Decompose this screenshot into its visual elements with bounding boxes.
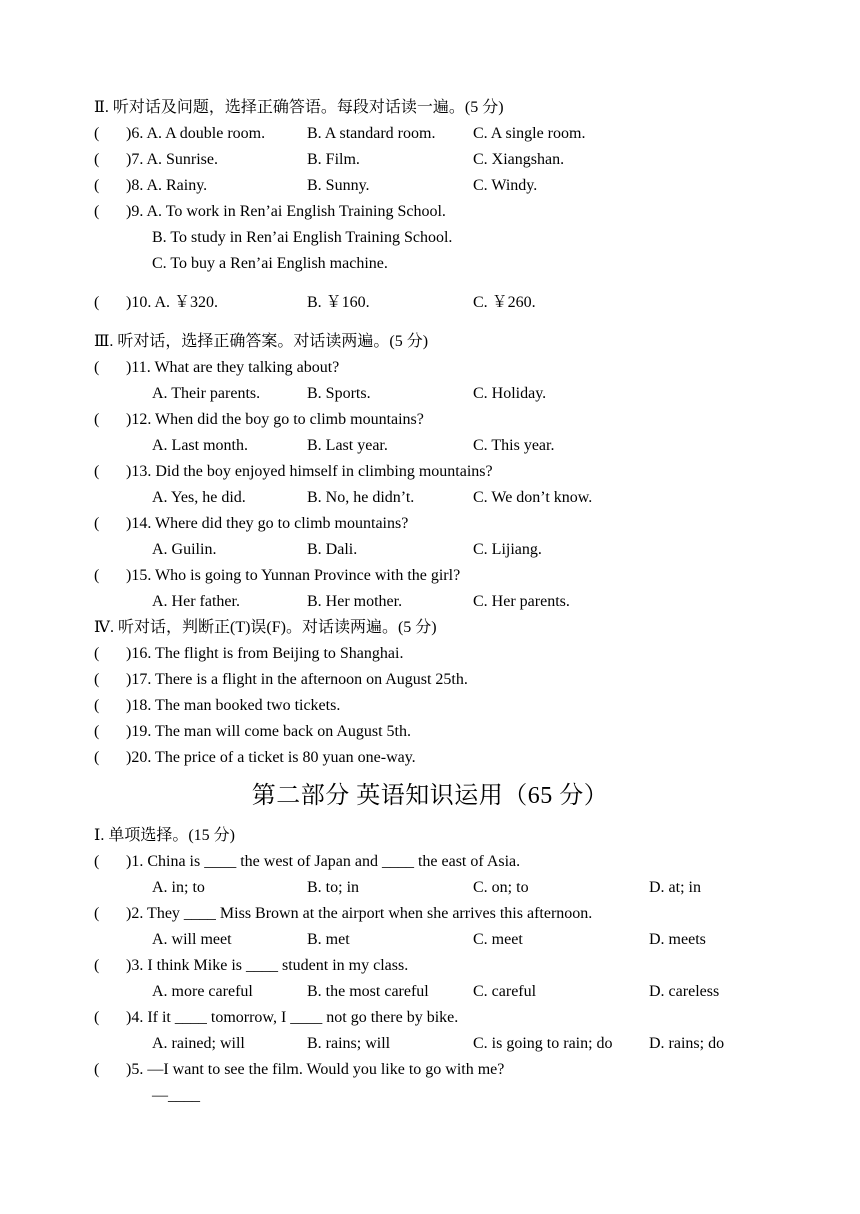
question-text: )15. Who is going to Yunnan Province with the girl? [126, 567, 461, 584]
option-b: B. the most careful [307, 983, 429, 1000]
option-c: C. Xiangshan. [473, 151, 565, 168]
option-b: B. Dali. [307, 541, 358, 558]
option-a: A. rained; will [152, 1035, 245, 1052]
option-b: B. A standard room. [307, 125, 436, 142]
question-text: )2. They ____ Miss Brown at the airport when she arrives this afternoon. [126, 905, 593, 922]
option-a: A. Guilin. [152, 541, 217, 558]
option-c: C. Lijiang. [473, 541, 542, 558]
question-text: )11. What are they talking about? [126, 359, 340, 376]
option-a: A. in; to [152, 879, 205, 896]
option-c: C. A single room. [473, 125, 586, 142]
answer-paren[interactable]: ( [94, 125, 100, 142]
option-c: C. careful [473, 983, 537, 1000]
option-c: C. We don’t know. [473, 489, 593, 506]
option-c: C. Holiday. [473, 385, 547, 402]
question-text: )3. I think Mike is ____ student in my class. [126, 957, 409, 974]
answer-paren[interactable]: ( [94, 853, 100, 870]
question-text: )5. —I want to see the film. Would you like to go with me? [126, 1061, 505, 1078]
answer-paren[interactable]: ( [94, 294, 100, 311]
question-text: )6. A. A double room. [126, 125, 266, 142]
option-b: B. ￥160. [307, 294, 370, 311]
option-c: C. To buy a Ren’ai English machine. [152, 255, 388, 272]
option-b: B. to; in [307, 879, 360, 896]
option-d: D. careless [649, 983, 720, 1000]
answer-paren[interactable]: ( [94, 177, 100, 194]
option-c: C. Windy. [473, 177, 538, 194]
option-b: B. Sunny. [307, 177, 370, 194]
option-a: A. will meet [152, 931, 232, 948]
option-c: C. on; to [473, 879, 529, 896]
option-d: D. meets [649, 931, 706, 948]
answer-paren[interactable]: ( [94, 411, 100, 428]
option-c: C. ￥260. [473, 294, 536, 311]
answer-paren[interactable]: ( [94, 697, 100, 714]
option-c: C. meet [473, 931, 523, 948]
answer-paren[interactable]: ( [94, 749, 100, 766]
option-b: B. met [307, 931, 350, 948]
question-text: )4. If it ____ tomorrow, I ____ not go there by bike. [126, 1009, 459, 1026]
answer-paren[interactable]: ( [94, 151, 100, 168]
option-a: A. Their parents. [152, 385, 261, 402]
option-a: A. Last month. [152, 437, 248, 454]
option-a: A. Her father. [152, 593, 240, 610]
answer-paren[interactable]: ( [94, 957, 100, 974]
question-text: )10. A. ￥320. [126, 294, 219, 311]
answer-paren[interactable]: ( [94, 723, 100, 740]
question-text: )9. A. To work in Ren’ai English Training School. [126, 203, 446, 220]
part-2-title: 第二部分 英语知识运用（65 分） [251, 783, 609, 809]
answer-paren[interactable]: ( [94, 463, 100, 480]
option-d: D. rains; do [649, 1035, 725, 1052]
option-b: B. To study in Ren’ai English Training School. [152, 229, 453, 246]
question-text: )20. The price of a ticket is 80 yuan one-way. [126, 749, 416, 766]
option-a: A. Yes, he did. [152, 489, 246, 506]
option-c: C. is going to rain; do [473, 1035, 613, 1052]
question-text: )12. When did the boy go to climb mountains? [126, 411, 424, 428]
option-c: C. This year. [473, 437, 555, 454]
question-text: )13. Did the boy enjoyed himself in climbing mountains? [126, 463, 493, 480]
answer-paren[interactable]: ( [94, 905, 100, 922]
answer-paren[interactable]: ( [94, 645, 100, 662]
option-b: B. rains; will [307, 1035, 391, 1052]
option-d: D. at; in [649, 879, 701, 896]
option-c: C. Her parents. [473, 593, 570, 610]
question-text: )8. A. Rainy. [126, 177, 208, 194]
answer-paren[interactable]: ( [94, 1009, 100, 1026]
question-text: )14. Where did they go to climb mountains? [126, 515, 409, 532]
answer-paren[interactable]: ( [94, 671, 100, 688]
answer-blank[interactable]: —____ [152, 1087, 200, 1104]
answer-paren[interactable]: ( [94, 1061, 100, 1078]
answer-paren[interactable]: ( [94, 515, 100, 532]
question-text: )19. The man will come back on August 5th. [126, 723, 411, 740]
question-text: )7. A. Sunrise. [126, 151, 218, 168]
question-text: )1. China is ____ the west of Japan and ____ the east of Asia. [126, 853, 521, 870]
question-text: )18. The man booked two tickets. [126, 697, 341, 714]
option-b: B. Film. [307, 151, 360, 168]
answer-paren[interactable]: ( [94, 359, 100, 376]
answer-paren[interactable]: ( [94, 203, 100, 220]
option-b: B. Last year. [307, 437, 388, 454]
option-a: A. more careful [152, 983, 253, 1000]
option-b: B. No, he didn’t. [307, 489, 415, 506]
option-b: B. Sports. [307, 385, 371, 402]
answer-paren[interactable]: ( [94, 567, 100, 584]
question-text: )16. The flight is from Beijing to Shanghai. [126, 645, 404, 662]
option-b: B. Her mother. [307, 593, 403, 610]
question-text: )17. There is a flight in the afternoon on August 25th. [126, 671, 468, 688]
